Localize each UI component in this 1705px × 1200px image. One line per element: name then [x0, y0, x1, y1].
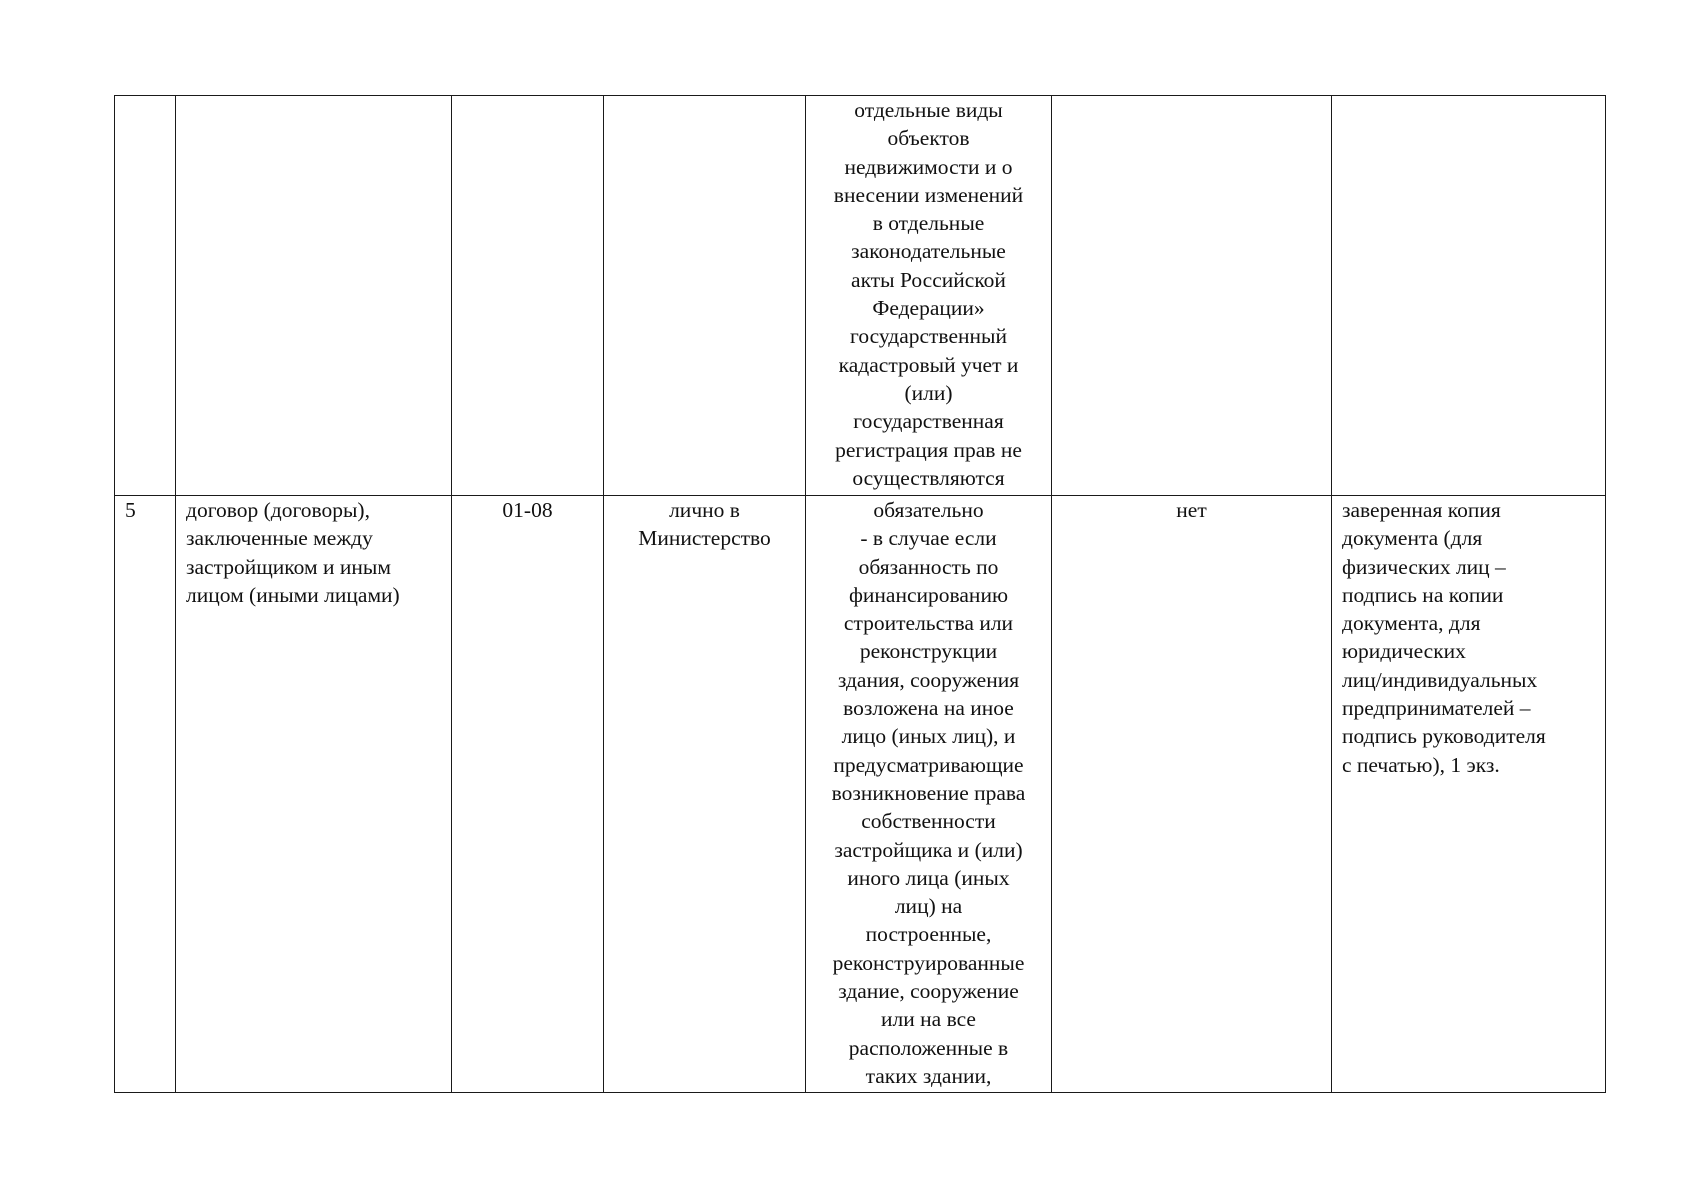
text-line: государственная: [853, 409, 1004, 434]
table-row: [115, 496, 1606, 1093]
text-line: подпись руководителя: [1342, 724, 1546, 749]
document-table: [114, 95, 1606, 1093]
text-line: лиц) на: [894, 894, 963, 919]
text-line: заключенные между: [186, 526, 373, 551]
submission-method-cell: [604, 496, 806, 1093]
text-line: лицо (иных лиц), и: [841, 724, 1016, 749]
text-line: с печатью), 1 экз.: [1342, 752, 1500, 777]
text-line: договор (договоры),: [186, 498, 370, 522]
condition-cell: [806, 96, 1052, 496]
text-line: иного лица (иных: [847, 865, 1010, 890]
requirements-cell: [1332, 96, 1606, 496]
text-line: (или): [904, 380, 953, 405]
text-line: таких здании,: [865, 1063, 992, 1088]
text-line: здание, сооружение: [838, 979, 1019, 1004]
text-line: юридических: [1342, 639, 1466, 664]
row-number-cell: 5: [115, 496, 176, 1093]
text-line: строительства или: [843, 611, 1014, 636]
text-line: обязательно: [873, 498, 984, 522]
text-line: обязанность по: [858, 554, 999, 579]
text-line: регистрация прав не: [835, 437, 1022, 462]
text-line: или на все: [881, 1007, 976, 1032]
text-line: предусматривающие: [833, 752, 1024, 777]
interagency-cell: нет: [1052, 496, 1332, 1093]
text-line: предпринимателей –: [1342, 696, 1531, 721]
text-line: заверенная копия: [1342, 498, 1501, 522]
code-cell: [452, 96, 604, 496]
requirements-cell: [1332, 496, 1606, 1093]
table-row: [115, 96, 1606, 496]
text-line: документа (для: [1342, 526, 1483, 551]
text-line: лично в: [669, 498, 740, 522]
text-line: расположенные в: [848, 1035, 1009, 1060]
text-line: собственности: [861, 809, 996, 834]
text-line: реконструированные: [832, 950, 1025, 975]
text-line: физических лиц –: [1342, 554, 1506, 579]
interagency-cell: [1052, 96, 1332, 496]
text-line: построенные,: [865, 922, 992, 947]
text-line: подпись на копии: [1342, 582, 1504, 607]
text-line: лиц/индивидуальных: [1342, 667, 1538, 692]
submission-method-cell: [604, 96, 806, 496]
condition-cell: [806, 496, 1052, 1093]
text-line: внесении изменений: [833, 182, 1024, 207]
text-line: недвижимости и о: [844, 154, 1013, 179]
code-cell: 01-08: [452, 496, 604, 1093]
text-line: Министерство: [638, 526, 771, 551]
text-line: государственный: [850, 324, 1007, 349]
text-line: лицом (иными лицами): [186, 582, 400, 607]
text-line: финансированию: [848, 582, 1009, 607]
text-line: кадастровый учет и: [838, 352, 1019, 377]
row-number-cell: [115, 96, 176, 496]
text-line: реконструкции: [859, 639, 998, 664]
text-line: застройщика и (или): [834, 837, 1023, 862]
text-line: здания, сооружения: [837, 667, 1020, 692]
text-line: возникновение права: [831, 780, 1026, 805]
text-line: законодательные: [851, 239, 1006, 264]
text-line: возложена на иное: [843, 696, 1014, 721]
text-line: документа, для: [1342, 611, 1481, 636]
text-line: отдельные виды: [854, 98, 1003, 122]
document-name-cell: [176, 496, 452, 1093]
text-line: Федерации»: [872, 296, 985, 321]
text-line: осуществляются: [852, 465, 1005, 490]
text-line: объектов: [887, 126, 970, 151]
text-line: - в случае если: [860, 526, 997, 551]
text-line: акты Российской: [851, 267, 1006, 292]
document-name-cell: [176, 96, 452, 496]
text-line: в отдельные: [872, 211, 985, 236]
text-line: застройщиком и иным: [186, 554, 391, 579]
